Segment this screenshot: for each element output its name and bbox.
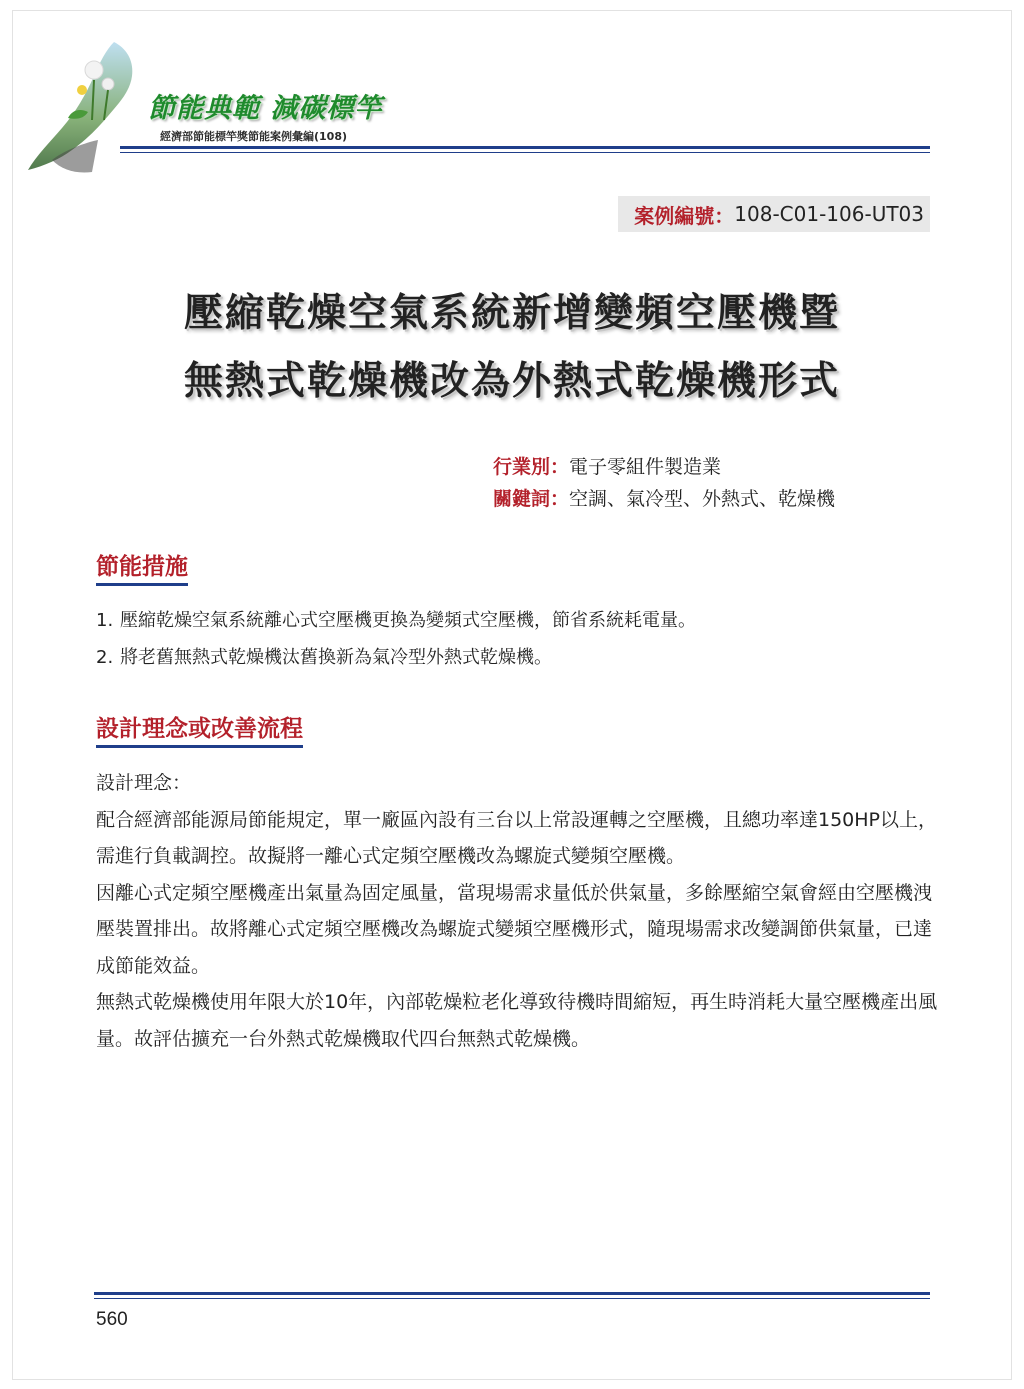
page-number: 560: [96, 1309, 128, 1330]
section-heading-design: 設計理念或改善流程: [96, 710, 303, 748]
list-item-text: 將老舊無熱式乾燥機汰舊換新為氣冷型外熱式乾燥機。: [120, 647, 552, 668]
case-number: [618, 196, 930, 232]
paragraph: 設計理念：: [96, 772, 192, 794]
header-divider-thin: [120, 152, 930, 153]
paragraph: 因離心式定頻空壓機產出氣量為固定風量，當現場需求量低於供氣量，多餘壓縮空氣會經由空壓機洩壓裝置排出。故將離心式定頻空壓機改為螺旋式變頻空壓機形式，隨現場需求改變調節供氣量，已達成節能效益。: [96, 881, 933, 977]
keywords-row: [493, 484, 835, 511]
header-slogan: 節能典範 減碳標竿: [148, 93, 383, 124]
case-number-label: 案例編號：: [634, 203, 735, 228]
page-title-line-1: 壓縮乾燥空氣系統新增變頻空壓機暨: [183, 291, 840, 336]
industry-value: 電子零組件製造業: [569, 456, 722, 478]
section-heading-measures: 節能措施: [96, 548, 188, 586]
header-divider: [120, 146, 930, 149]
header-subtitle: 經濟部節能標竿獎節能案例彙編(108): [160, 130, 348, 143]
case-number-value: 108-C01-106-UT03: [734, 202, 924, 226]
keywords-value: 空調、氣冷型、外熱式、乾燥機: [569, 488, 836, 510]
design-body: [96, 765, 941, 1057]
taiwan-map-logo-icon: [22, 40, 162, 180]
measures-list: [96, 602, 936, 676]
list-item-number: 2.: [96, 647, 114, 668]
footer-divider: [94, 1292, 930, 1295]
list-item-number: 1.: [96, 610, 114, 631]
list-item: [96, 602, 936, 639]
industry-label: 行業別：: [493, 456, 570, 478]
paragraph: 無熱式乾燥機使用年限大於10年，內部乾燥粒老化導致待機時間縮短，再生時消耗大量空壓機產出風量。故評估擴充一台外熱式乾燥機取代四台無熱式乾燥機。: [96, 991, 938, 1050]
industry-row: [493, 452, 721, 479]
page-title-line-2: 無熱式乾燥機改為外熱式乾燥機形式: [183, 359, 840, 404]
list-item: [96, 639, 936, 676]
footer-divider-thin: [94, 1298, 930, 1299]
keywords-label: 關鍵詞：: [493, 488, 570, 510]
paragraph: 配合經濟部能源局節能規定，單一廠區內設有三台以上常設運轉之空壓機，且總功率達150HP以上，需進行負載調控。故擬將一離心式定頻空壓機改為螺旋式變頻空壓機。: [96, 808, 938, 867]
list-item-text: 壓縮乾燥空氣系統離心式空壓機更換為變頻式空壓機，節省系統耗電量。: [120, 610, 696, 631]
